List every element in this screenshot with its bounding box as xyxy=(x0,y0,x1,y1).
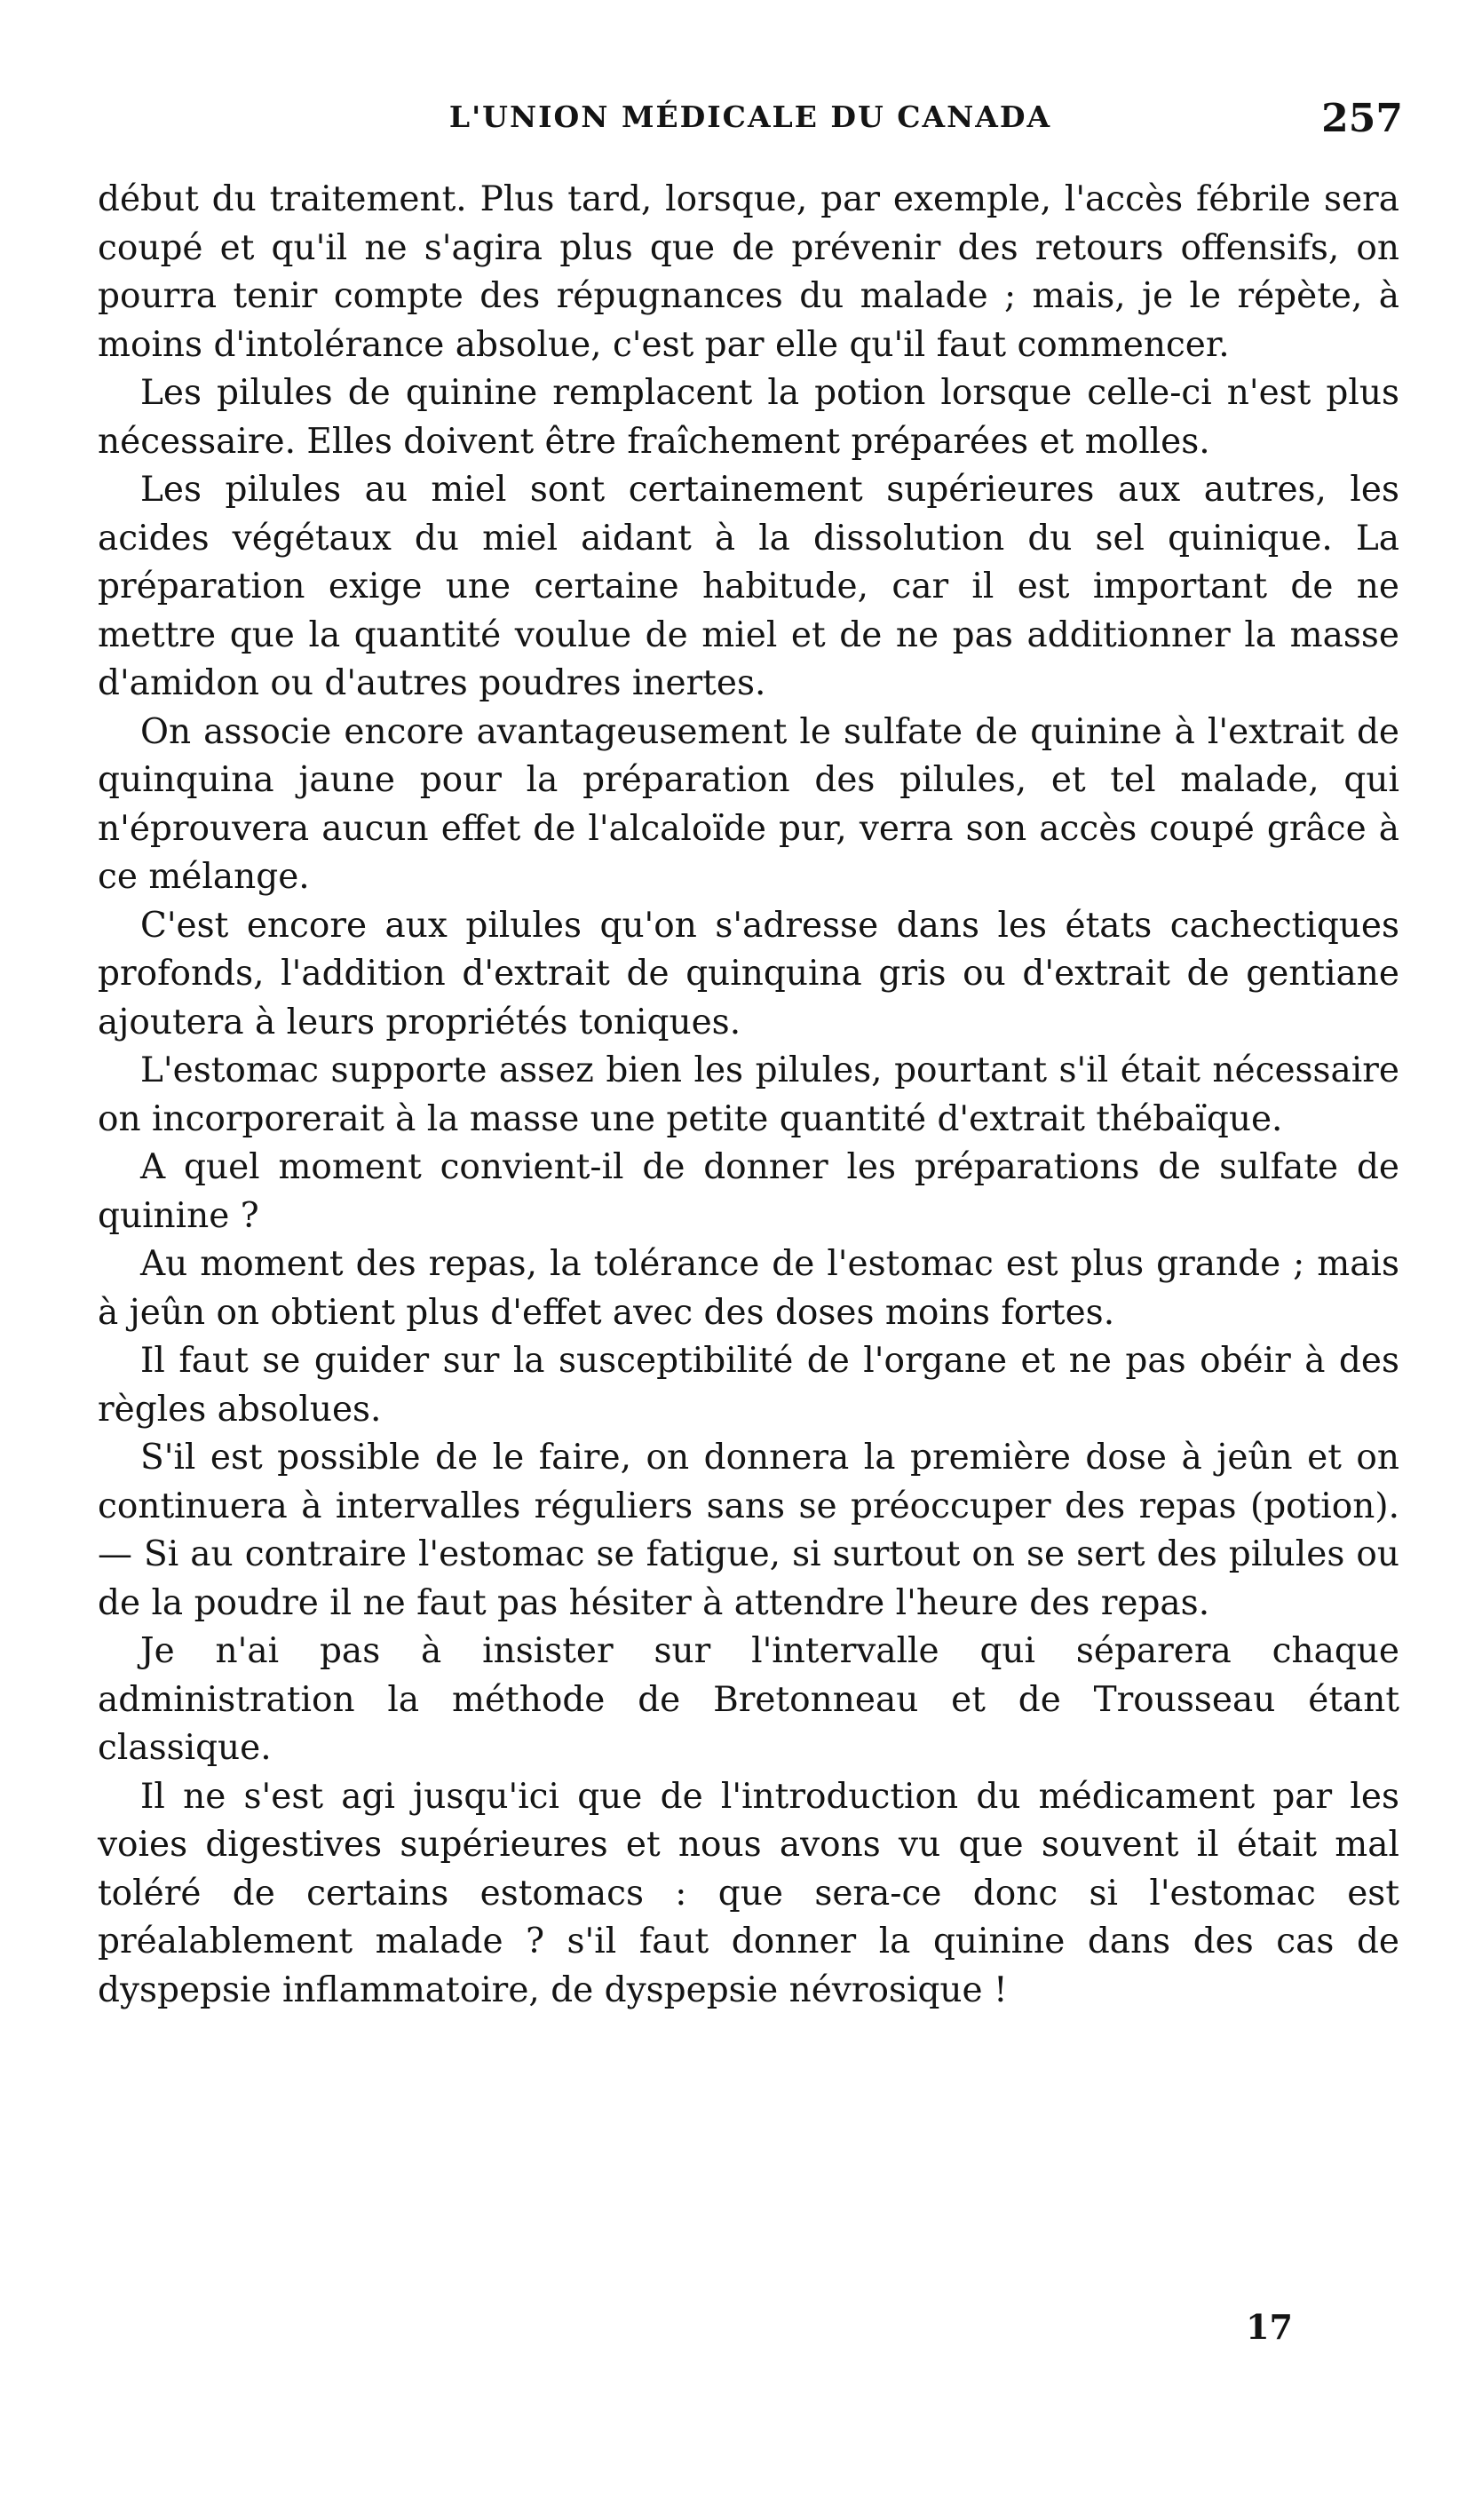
paragraph-11: Je n'ai pas à insister sur l'intervalle qui séparera chaque administration la méthode de Bretonneau et de Trousseau étant classique. xyxy=(98,1631,1399,1768)
paragraph-3: Les pilules au miel sont certainement supérieures aux autres, les acides végétaux du miel aidant à la dissolution du sel quinique. La préparation exige une certaine habitude, car il est important de ne mettre que la quantité voulue de miel et de ne pas additionner la masse d'amidon ou d'autres poudres inertes. xyxy=(98,470,1399,703)
paragraph-1: début du traitement. Plus tard, lorsque, par exemple, l'accès fébrile sera coupé et qu'il ne s'agira plus que de prévenir des retours offensifs, on pourra tenir compte des répugnances du malade ; mais, je le répète, à moins d'intolérance absolue, c'est par elle qu'il faut commencer. xyxy=(98,179,1399,365)
paragraph-2: Les pilules de quinine remplacent la potion lorsque celle-ci n'est plus nécessaire. Elles doivent être fraîchement préparées et molles. xyxy=(98,373,1399,462)
paragraph-6: L'estomac supporte assez bien les pilules, pourtant s'il était nécessaire on incorporerait à la masse une petite quantité d'extrait thébaïque. xyxy=(98,1050,1399,1139)
body-text xyxy=(98,176,1399,2015)
paragraph-9: Il faut se guider sur la susceptibilité de l'organe et ne pas obéir à des règles absolues. xyxy=(98,1341,1399,1430)
paragraph-5: C'est encore aux pilules qu'on s'adresse dans les états cachectiques profonds, l'addition d'extrait de quinquina gris ou d'extrait de gentiane ajoutera à leurs propriétés toniques. xyxy=(98,905,1399,1042)
signature-mark: 17 xyxy=(1246,2307,1293,2347)
paragraph-4: On associe encore avantageusement le sulfate de quinine à l'extrait de quinquina jaune pour la préparation des pilules, et tel malade, qui n'éprouvera aucun effet de l'alcaloïde pur, verra son accès coupé grâce à ce mélange. xyxy=(98,711,1399,897)
page-number: 257 xyxy=(1321,96,1403,141)
running-head xyxy=(98,96,1403,153)
running-title: L'UNION MÉDICALE DU CANADA xyxy=(448,99,1052,134)
paragraph-8: Au moment des repas, la tolérance de l'estomac est plus grande ; mais à jeûn on obtient plus d'effet avec des doses moins fortes. xyxy=(98,1244,1399,1333)
paragraph-7: A quel moment convient-il de donner les préparations de sulfate de quinine ? xyxy=(98,1147,1399,1236)
paragraph-10: S'il est possible de le faire, on donnera la première dose à jeûn et on continuera à intervalles réguliers sans se préoccuper des repas (potion). — Si au contraire l'estomac se fatigue, si surtout on se sert des pilules ou de la poudre il ne faut pas hésiter à attendre l'heure des repas. xyxy=(98,1438,1399,1623)
paragraph-12: Il ne s'est agi jusqu'ici que de l'introduction du médicament par les voies digestives supérieures et nous avons vu que souvent il était mal toléré de certains estomacs : que sera-ce donc si l'estomac est préalablement malade ? s'il faut donner la quinine dans des cas de dyspepsie inflammatoire, de dyspepsie névrosique ! xyxy=(98,1776,1399,2010)
